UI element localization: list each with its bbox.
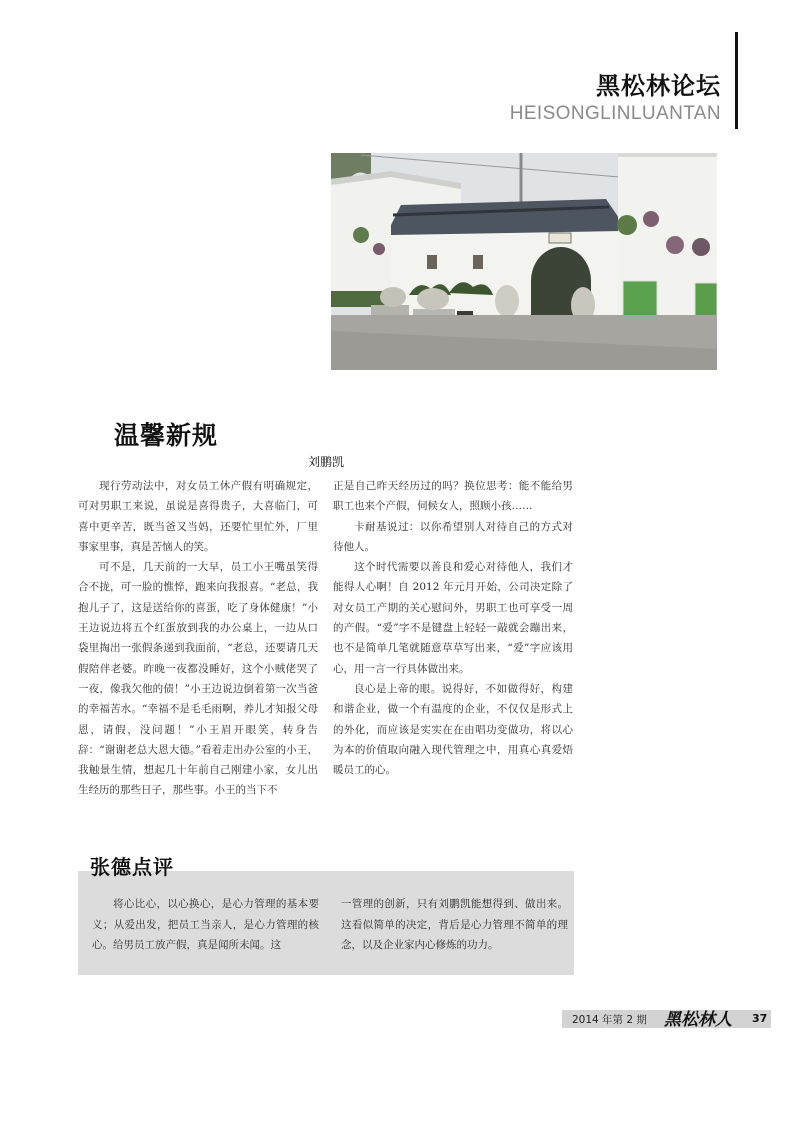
photo-tiled-roof [391, 199, 621, 235]
paragraph: 良心是上帝的眼。说得好，不如做得好，构建和谐企业，做一个有温度的企业，不仅仅是形式上的外化，而应该是实实在在由唱功变做功，将以心为本的价值取向融入现代管理之中，用真心真爱焐暖员工的心。 [333, 682, 573, 777]
issue-label: 2014 年第 2 期 [572, 1014, 647, 1026]
article-author: 刘鹏凯 [308, 455, 345, 469]
photo-flower-basket [643, 211, 659, 227]
article-left-column [78, 476, 318, 801]
paragraph: 现行劳动法中，对女员工休产假有明确规定，可对男职工来说，虽说是喜得贵子，大喜临门，可喜中更辛苦，既当爸又当妈，还要忙里忙外，厂里事家里事，真是苦恼人的笑。 [78, 480, 318, 553]
article-photo [331, 153, 717, 370]
comment-right-column [341, 894, 568, 956]
photo-flower-basket [692, 238, 710, 256]
comment-title: 张德点评 [90, 855, 174, 879]
paragraph: 正是自己昨天经历过的吗？换位思考：能不能给男职工也来个产假，伺候女人，照顾小孩…… [333, 480, 573, 513]
article-title: 温馨新规 [114, 421, 219, 450]
paragraph: 这个时代需要以善良和爱心对待他人，我们才能得人心啊！自 2012 年元月开始，公司决定除了对女员工产期的关心慰问外，男职工也可享受一周的产假。“爱”字不是键盘上轻轻一敲就会蹦出来，也不是简单几笔就随意草草写出来，“爱”字应该用心，用一言一行具体做出来。 [333, 561, 573, 675]
paragraph: 将心比心，以心换心，是心力管理的基本要义；从爱出发，把员工当亲人，是心力管理的核心。给男员工放产假，真是闻所未闻。这 [92, 898, 319, 951]
section-title: 黑松林论坛 [596, 72, 721, 100]
photo-flower-basket [617, 215, 637, 235]
paragraph: 可不是，几天前的一大早，员工小王嘴虽笑得合不拢，可一脸的憔悴，跑来向我报喜。“老总，我抱儿子了，这是送给你的喜蛋，吃了身体健康！”小王边说边将五个红蛋放到我的办公桌上，一边从口袋里掏出一张假条递到我面前，“老总，还要请几天假陪伴老婆。昨晚一夜都没睡好，这个小贼佬哭了一夜，像我欠他的债！”小王边说边倒着第一次当爸的幸福苦水。“幸福不是毛毛雨啊，养儿才知报父母恩，请假，没问题！”小王眉开眼笑，转身告辞：“谢谢老总大恩大德。”看着走出办公室的小王，我触景生情，想起几十年前自己刚建小家，女儿出生经历的那些日子，那些事。小王的当下不 [78, 561, 318, 797]
photo-right-roof [618, 153, 717, 157]
article-right-column [333, 476, 573, 780]
page-number: 37 [752, 1012, 768, 1025]
paragraph: 卡耐基说过：以你希望别人对待自己的方式对待他人。 [333, 520, 573, 553]
magazine-logo: 黑松林人 [664, 1010, 732, 1030]
photo-stone-lion [495, 285, 519, 317]
comment-left-column [92, 894, 319, 956]
photo-window-right [473, 255, 483, 269]
photo-window-left [427, 255, 437, 269]
photo-flower-basket [666, 236, 684, 254]
photo-flower-basket [353, 227, 369, 243]
photo-flower-basket [373, 243, 385, 255]
section-subtitle: HEISONGLINLUANTAN [509, 103, 721, 124]
photo-stone-lion [380, 287, 406, 307]
header-divider [735, 32, 738, 129]
photo-stone-lion [417, 288, 449, 310]
paragraph: 一管理的创新，只有刘鹏凯能想得到、做出来。这看似简单的决定，背后是心力管理不简单的理念，以及企业家内心修炼的功力。 [341, 898, 568, 951]
photo-plaque [549, 233, 571, 243]
